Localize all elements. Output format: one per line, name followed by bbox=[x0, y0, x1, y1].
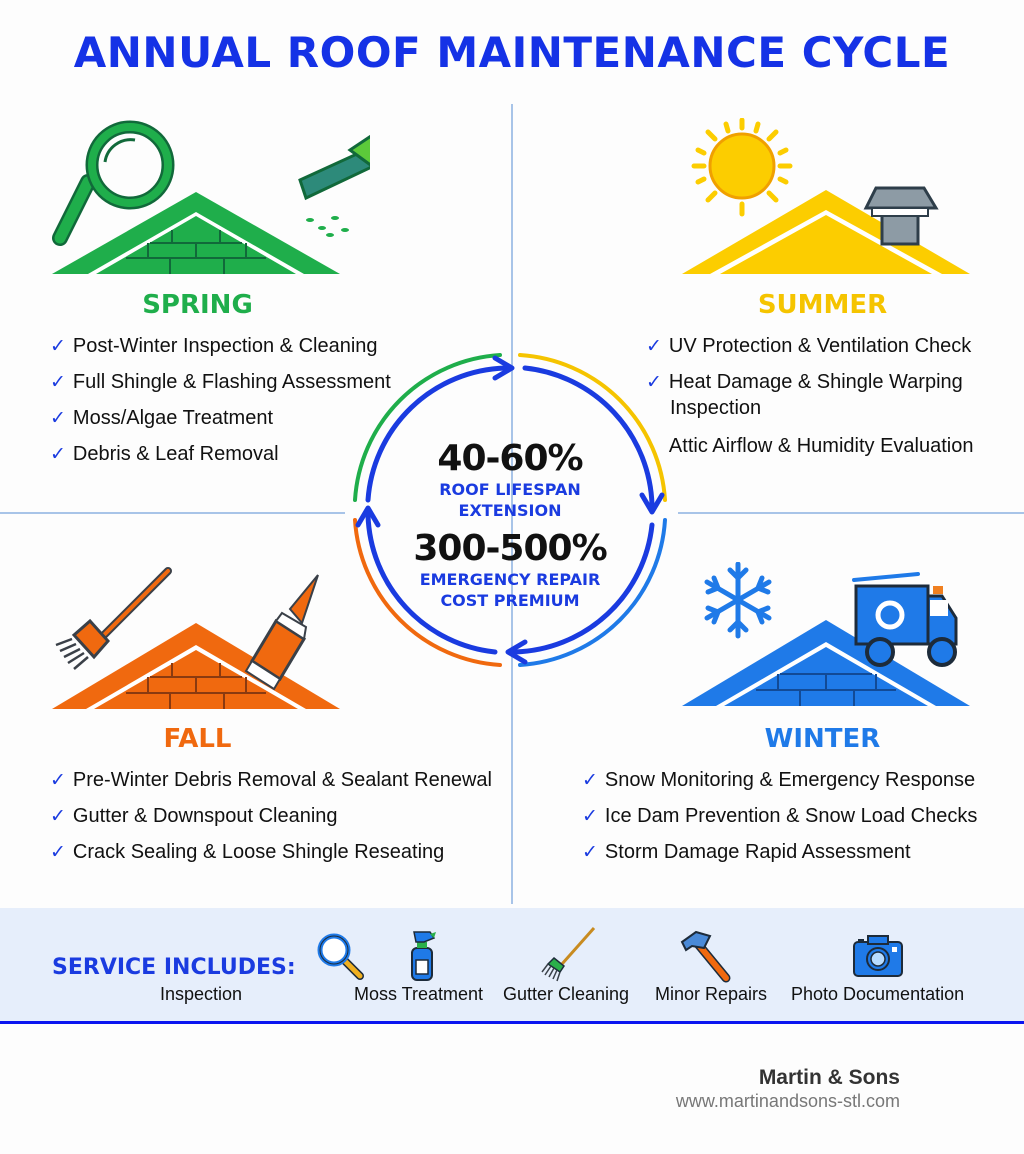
emergency-cost-stat-label-line2: COST PREMIUM bbox=[440, 591, 580, 610]
checkmark-icon: ✓ bbox=[50, 335, 66, 357]
spring-illustration bbox=[50, 120, 370, 280]
emergency-cost-stat-label: EMERGENCY REPAIR bbox=[419, 570, 601, 589]
checkmark-icon: ✓ bbox=[582, 769, 598, 791]
checkmark-icon: ✓ bbox=[582, 841, 598, 863]
snowflake-icon bbox=[707, 564, 769, 636]
page-title: ANNUAL ROOF MAINTENANCE CYCLE bbox=[73, 28, 951, 77]
magnifying-glass-icon bbox=[316, 932, 366, 982]
service-item-photo-documentation: Photo Documentation bbox=[791, 984, 965, 1004]
brand-name: Martin & Sons bbox=[758, 1066, 900, 1089]
checkmark-icon: ✓ bbox=[50, 443, 66, 465]
lifespan-stat-label: ROOF LIFESPAN bbox=[439, 480, 581, 499]
summer-task-list bbox=[646, 328, 973, 464]
checkmark-icon: ✓ bbox=[50, 769, 66, 791]
emergency-cost-stat bbox=[340, 528, 680, 611]
summer-title: SUMMER bbox=[757, 290, 888, 320]
summer-task-item: ✓ UV Protection & Ventilation Check bbox=[646, 335, 972, 357]
summer-task-item: Attic Airflow & Humidity Evaluation bbox=[668, 435, 974, 457]
checkmark-icon: ✓ bbox=[646, 335, 662, 357]
winter-illustration bbox=[680, 562, 980, 712]
roof-icon bbox=[52, 192, 340, 274]
fall-task-item: ✓ Crack Sealing & Loose Shingle Reseating bbox=[50, 841, 445, 863]
checkmark-icon: ✓ bbox=[582, 805, 598, 827]
checkmark-icon: ✓ bbox=[50, 805, 66, 827]
winter-task-item: ✓ Snow Monitoring & Emergency Response bbox=[582, 769, 976, 791]
service-item-moss-treatment: Moss Treatment bbox=[354, 984, 484, 1004]
service-truck-icon bbox=[854, 574, 956, 665]
checkmark-icon: ✓ bbox=[50, 407, 66, 429]
checkmark-icon: ✓ bbox=[50, 371, 66, 393]
service-item-minor-repairs: Minor Repairs bbox=[655, 984, 768, 1004]
lifespan-stat-label-line2: EXTENSION bbox=[458, 501, 562, 520]
summer-illustration bbox=[680, 118, 980, 278]
leaf-blower-icon bbox=[300, 130, 370, 237]
brand-url[interactable]: www.martinandsons-stl.com bbox=[675, 1091, 900, 1111]
lifespan-stat bbox=[340, 438, 680, 521]
summer-task-item-continuation: Inspection bbox=[670, 397, 762, 419]
horizontal-divider-left bbox=[0, 512, 345, 514]
horizontal-divider-right bbox=[678, 512, 1024, 514]
winter-task-list bbox=[582, 762, 977, 870]
winter-task-item: ✓ Storm Damage Rapid Assessment bbox=[582, 841, 911, 863]
fall-illustration bbox=[50, 565, 350, 715]
fall-task-list bbox=[50, 762, 492, 870]
spring-task-item: ✓ Full Shingle & Flashing Assessment bbox=[50, 371, 391, 393]
checkmark-icon: ✓ bbox=[50, 841, 66, 863]
lifespan-stat-value: 40-60% bbox=[437, 438, 583, 479]
summer-task-item: ✓ Heat Damage & Shingle Warping bbox=[646, 371, 963, 393]
camera-icon bbox=[852, 934, 904, 978]
sealant-tube-icon bbox=[246, 575, 318, 689]
fall-title: FALL bbox=[163, 724, 232, 754]
service-item-inspection: Inspection bbox=[160, 984, 243, 1004]
hammer-icon bbox=[676, 928, 736, 986]
spring-task-item: ✓ Post-Winter Inspection & Cleaning bbox=[50, 335, 378, 357]
service-item-gutter-cleaning: Gutter Cleaning bbox=[503, 984, 630, 1004]
checkmark-icon: ✓ bbox=[646, 371, 662, 393]
broom-icon bbox=[540, 926, 600, 986]
services-label: SERVICE INCLUDES: bbox=[52, 955, 296, 980]
spring-task-item: ✓ Moss/Algae Treatment bbox=[50, 407, 274, 429]
sun-icon bbox=[694, 120, 790, 214]
spray-bottle-icon bbox=[404, 928, 440, 984]
spring-task-item: ✓ Debris & Leaf Removal bbox=[50, 443, 279, 465]
fall-task-item: ✓ Gutter & Downspout Cleaning bbox=[50, 805, 338, 827]
winter-task-item: ✓ Ice Dam Prevention & Snow Load Checks bbox=[582, 805, 978, 827]
spring-title: SPRING bbox=[142, 290, 253, 320]
fall-task-item: ✓ Pre-Winter Debris Removal & Sealant Renewal bbox=[50, 769, 492, 791]
emergency-cost-stat-value: 300-500% bbox=[413, 528, 607, 569]
winter-title: WINTER bbox=[764, 724, 881, 754]
services-bar bbox=[0, 908, 1024, 1024]
